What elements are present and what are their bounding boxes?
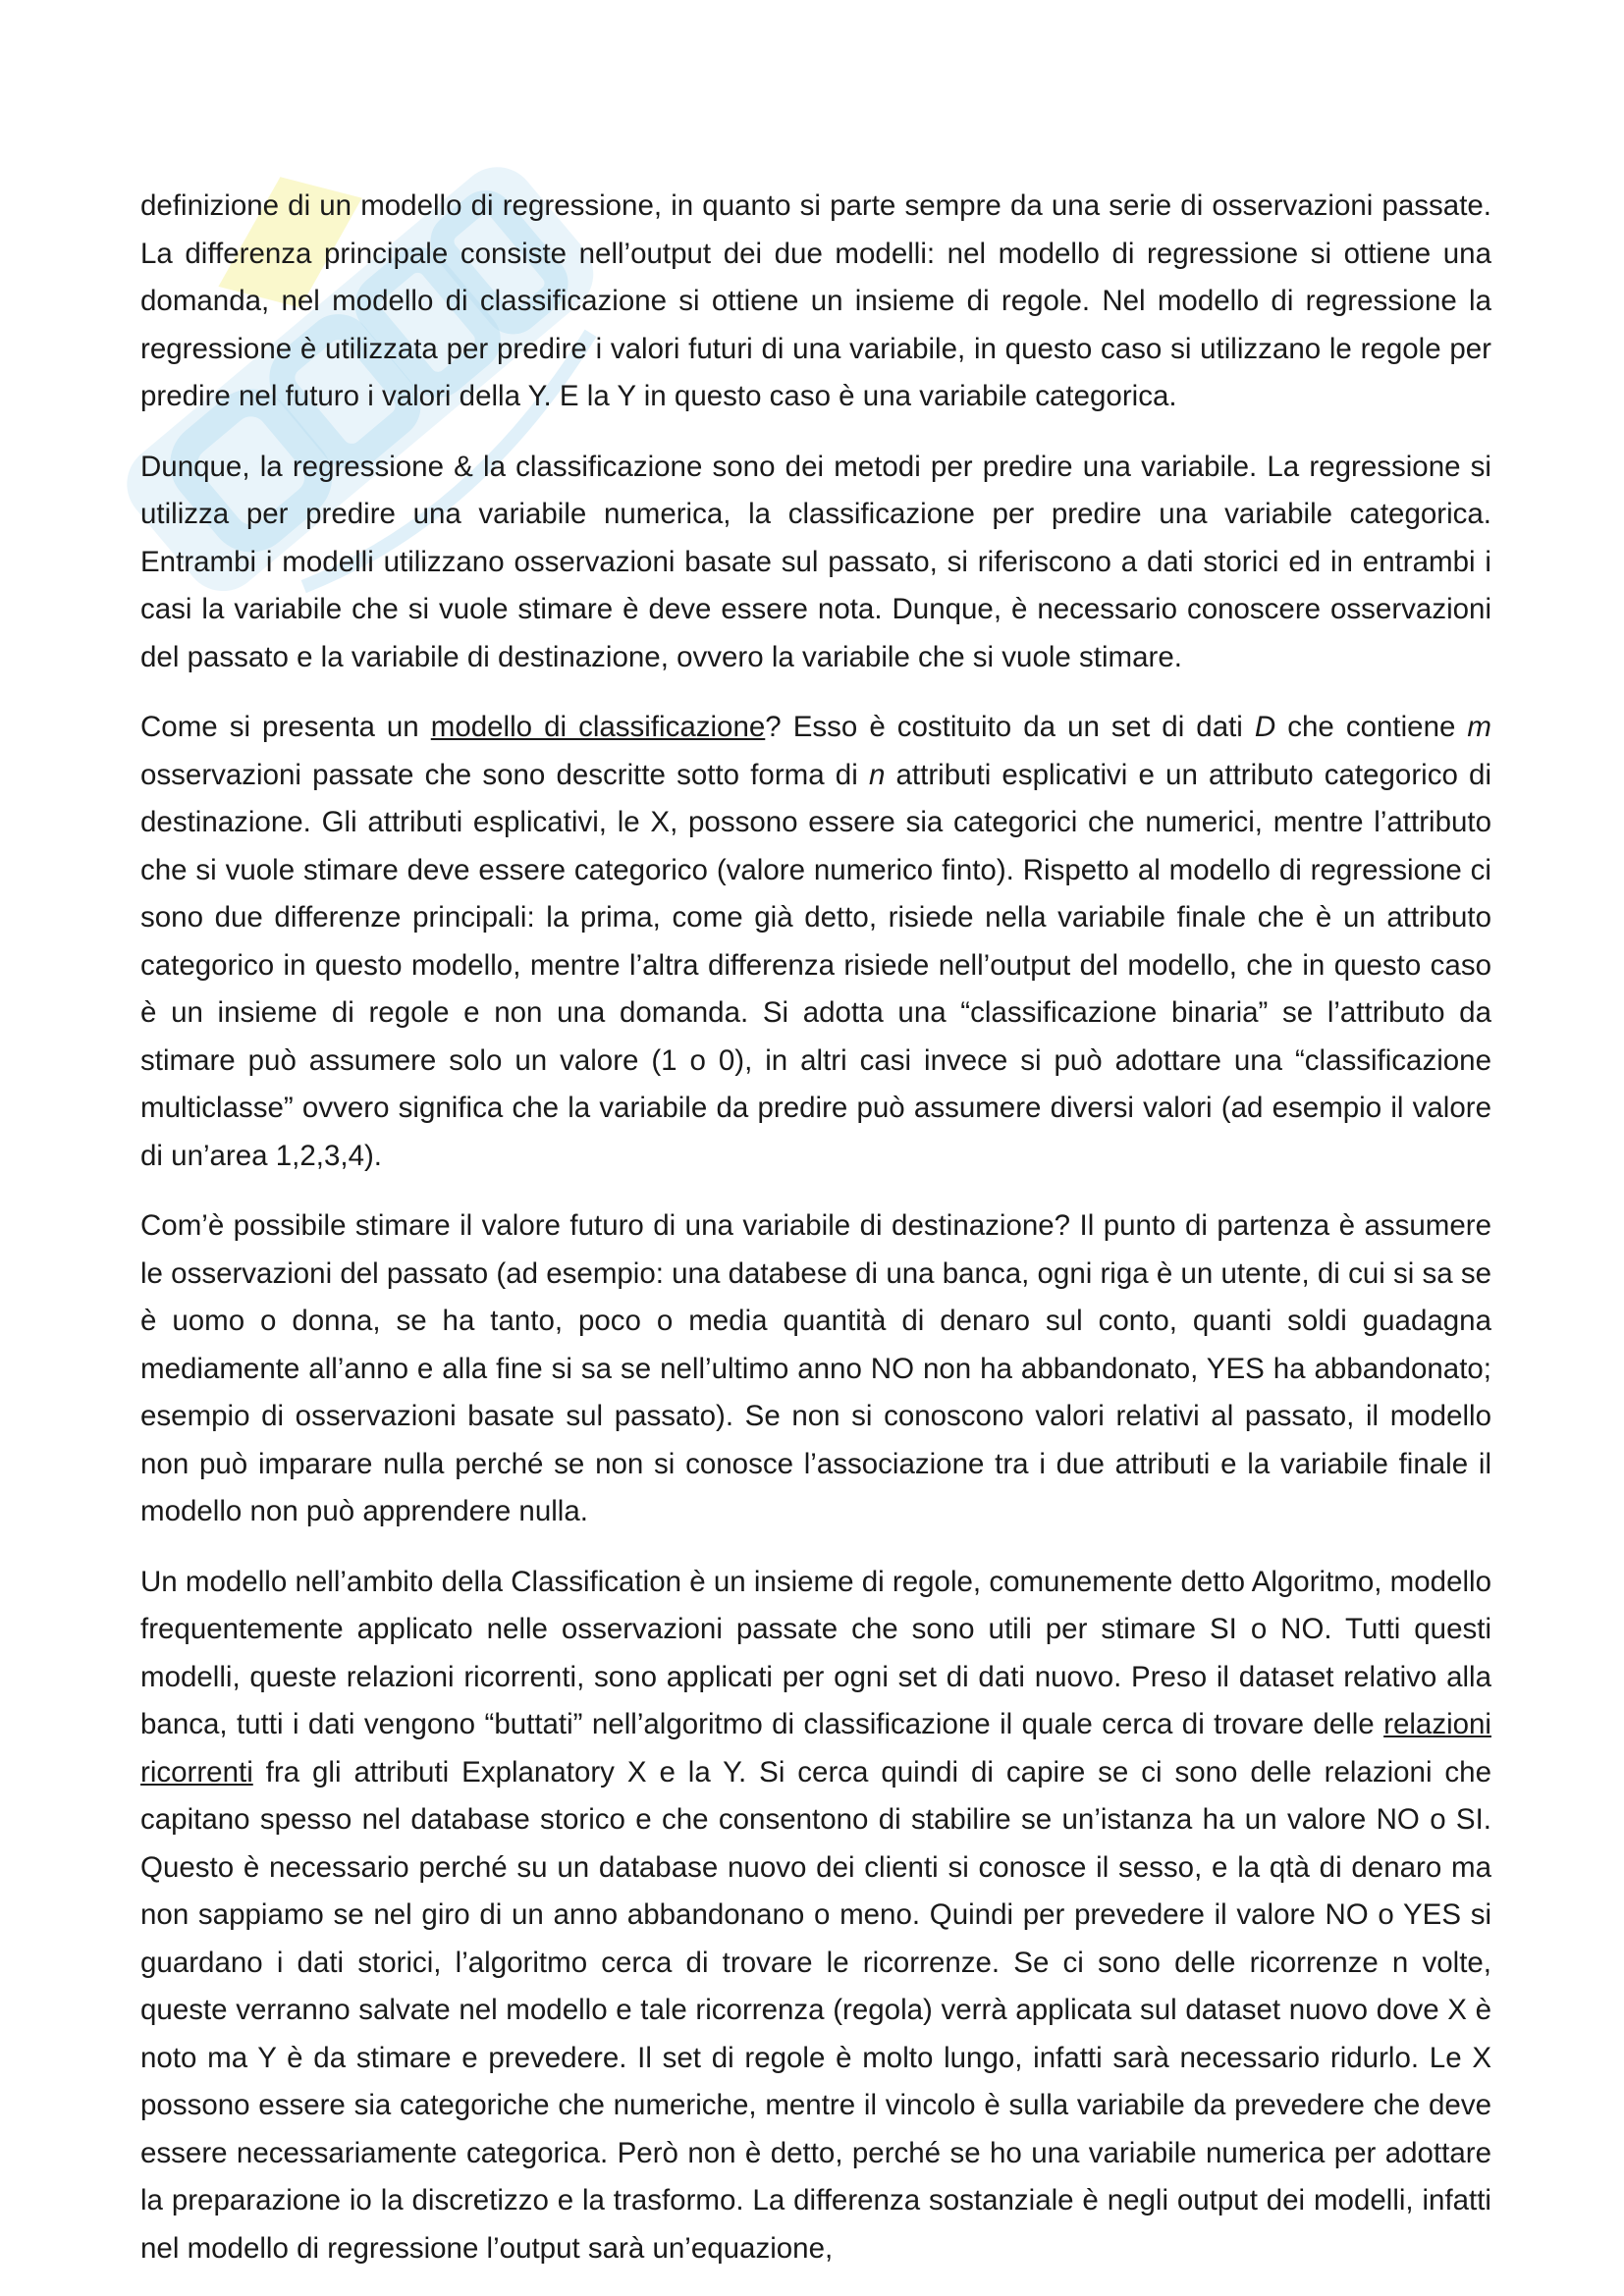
paragraph-3-text: Come si presenta un <box>140 711 431 743</box>
term-relazioni-ricorrenti: relazioni ricorrenti <box>140 1708 1491 1789</box>
paragraph-5-text: Un modello nell’ambito della Classification è un insieme di regole, comunemente detto Algoritmo, modello frequentemente applicato nelle osservazioni passate che sono utili per stimare SI o NO. Tutti questi modelli, queste relazioni ricorrenti, sono applicati per ogni set di dati nuovo. Preso il dataset relativo alla banca, tutti i dati vengono “buttati” nell’algoritmo di classificazione il quale cerca di trovare delle <box>140 1565 1491 1740</box>
paragraph-2 <box>140 444 1491 682</box>
paragraph-3-text: che contiene <box>1275 711 1468 743</box>
symbol-d: D <box>1254 711 1276 743</box>
term-modello-di-classificazione: modello di classificazione <box>430 711 766 743</box>
paragraph-3-text: attributi esplicativi e un attributo categorico di destinazione. Gli attributi esplicativi, le X, possono essere sia categorici che numerici, mentre l’attributo che si vuole stimare deve essere categorico (valore numerico finto). Rispetto al modello di regressione ci sono due differenze principali: la prima, come già detto, risiede nella variabile finale che è un attributo categorico in questo modello, mentre l’altra differenza risiede nell’output del modello, che in questo caso è un insieme di regole e non una domanda. Si adotta una “classificazione binaria” se l’attributo da stimare può assumere solo un valore (1 o 0), in altri casi invece si può adottare una “classificazione multiclasse” ovvero significa che la variabile da predire può assumere diversi valori (ad esempio il valore di un’area 1,2,3,4). <box>140 758 1491 1172</box>
paragraph-4-text: Com’è possibile stimare il valore futuro di una variabile di destinazione? Il punto di partenza è assumere le osservazioni del passato (ad esempio: una databese di una banca, ogni riga è un utente, di cui si sa se è uomo o donna, se ha tanto, poco o media quantità di denaro sul conto, quanti soldi guadagna mediamente all’anno e alla fine si sa se nell’ultimo anno NO non ha abbandonato, YES ha abbandonato; esempio di osservazioni basate sul passato). Se non si conoscono valori relativi al passato, il modello non può imparare nulla perché se non si conosce l’associazione tra i due attributi e la variabile finale il modello non può apprendere nulla. <box>140 1209 1491 1527</box>
paragraph-1 <box>140 183 1491 421</box>
paragraph-4 <box>140 1202 1491 1536</box>
paragraph-1-text: definizione di un modello di regressione, in quanto si parte sempre da una serie di osservazioni passate. La differenza principale consiste nell’output dei due modelli: nel modello di regressione si ottiene una domanda, nel modello di classificazione si ottiene un insieme di regole. Nel modello di regressione la regressione è utilizzata per predire i valori futuri di una variabile, in questo caso si utilizzano le regole per predire nel futuro i valori della Y. E la Y in questo caso è una variabile categorica. <box>140 189 1491 412</box>
paragraph-3-text: ? Esso è costituito da un set di dati <box>765 711 1255 743</box>
paragraph-3 <box>140 704 1491 1180</box>
paragraph-3-text: osservazioni passate che sono descritte sotto forma di <box>140 758 869 791</box>
paragraph-5-text: fra gli attributi Explanatory X e la Y. Si cerca quindi di capire se ci sono delle relazioni che capitano spesso nel database storico e che consentono di stabilire se un’istanza ha un valore NO o SI. Questo è necessario perché su un database nuovo dei clienti si conosce il sesso, e la qtà di denaro ma non sappiamo se nel giro di un anno abbandonano o meno. Quindi per prevedere il valore NO o YES si guardano i dati storici, l’algoritmo cerca di trovare le ricorrenze. Se ci sono delle ricorrenze n volte, queste verranno salvate nel modello e tale ricorrenza (regola) verrà applicata sul dataset nuovo dove X è noto ma Y è da stimare e prevedere. Il set di regole è molto lungo, infatti sarà necessario ridurlo. Le X possono essere sia categoriche che numeriche, mentre il vincolo è sulla variabile da prevedere che deve essere necessariamente categorica. Però non è detto, perché se ho una variabile numerica per adottare la preparazione io la discretizzo e la trasformo. La differenza sostanziale è negli output dei modelli, infatti nel modello di regressione l’output sarà un’equazione, <box>140 1755 1491 2265</box>
paragraph-5 <box>140 1559 1491 2273</box>
paragraph-2-text: Dunque, la regressione & la classificazione sono dei metodi per predire una variabile. La regressione si utilizza per predire una variabile numerica, la classificazione per predire una variabile categorica. Entrambi i modelli utilizzano osservazioni basate sul passato, si riferiscono a dati storici ed in entrambi i casi la variabile che si vuole stimare è deve essere nota. Dunque, è necessario conoscere osservazioni del passato e la variabile di destinazione, ovvero la variabile che si vuole stimare. <box>140 450 1491 673</box>
document-body <box>140 183 1491 2295</box>
symbol-m: m <box>1467 711 1491 743</box>
symbol-n: n <box>868 758 886 791</box>
